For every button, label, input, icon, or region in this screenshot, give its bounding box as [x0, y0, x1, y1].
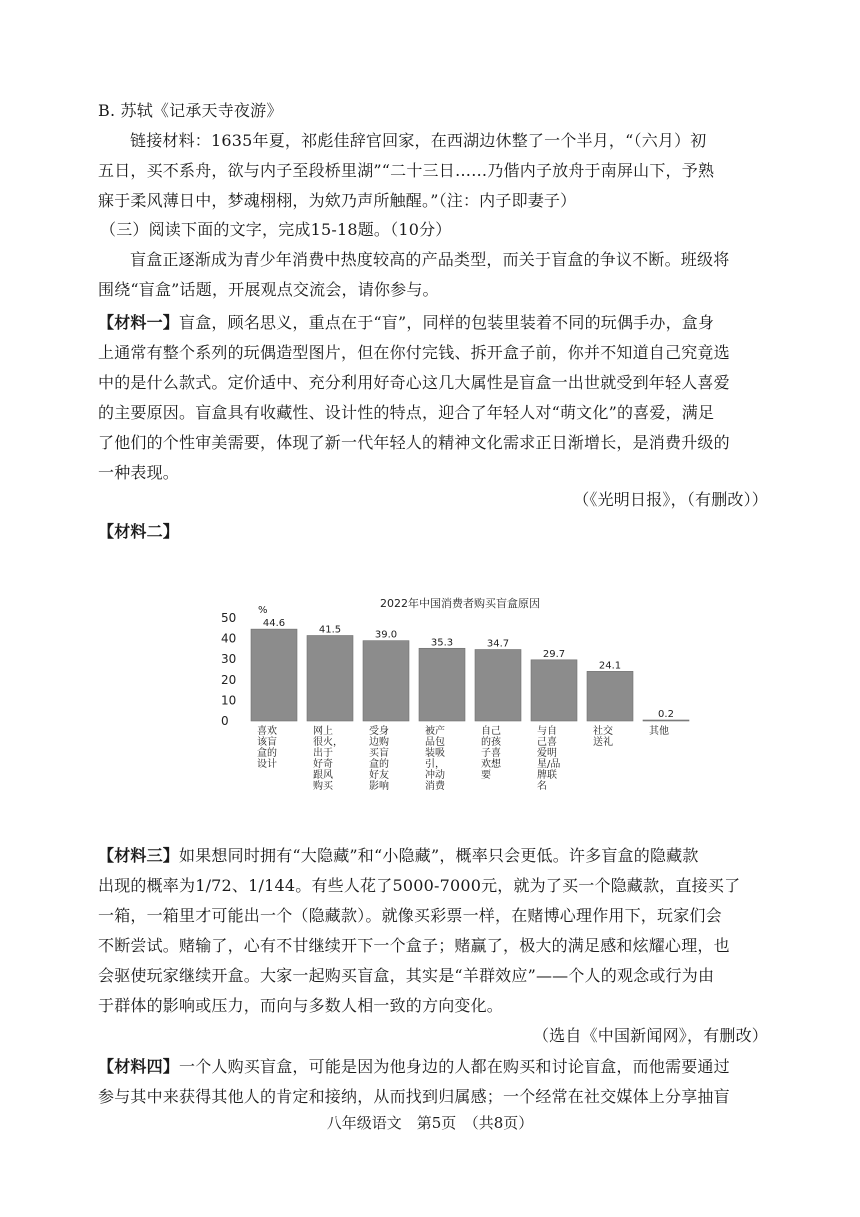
- category-label: 该盲: [257, 737, 277, 748]
- material-2-label: 【材料二】: [98, 522, 180, 541]
- value-label: 41.5: [318, 624, 342, 636]
- category-label: 购买: [313, 781, 333, 792]
- y-tick-label: 0: [221, 714, 229, 728]
- material-3-label: 【材料三】: [98, 846, 180, 865]
- value-label: 44.6: [262, 618, 286, 630]
- category-label: 品包: [425, 737, 445, 748]
- category-label: 自己: [481, 726, 501, 737]
- category-label: 爱明: [537, 748, 557, 759]
- y-tick-label: 10: [221, 693, 237, 708]
- bar: [531, 660, 577, 721]
- category-label: 引，: [425, 759, 445, 770]
- category-label: 受身: [369, 726, 389, 737]
- material-1-label: 【材料一】: [98, 313, 180, 332]
- category-label: 喜欢: [257, 726, 277, 737]
- category-label: 送礼: [593, 737, 613, 748]
- category-label: 要: [481, 770, 491, 781]
- category-label: 装吸: [425, 748, 445, 759]
- value-label: 35.3: [430, 637, 454, 649]
- bars: [251, 629, 689, 721]
- chart-y-unit-label: %: [258, 605, 268, 616]
- category-label: 的孩: [481, 737, 501, 748]
- section-3-heading: （三）阅读下面的文字，完成15-18题。（10分）: [100, 220, 452, 239]
- material-3-line-4: 不断尝试。赌输了，心有不甘继续开下一个盒子；赌赢了，极大的满足感和炫耀心理，也: [98, 936, 730, 955]
- category-label: 很火，: [313, 737, 343, 748]
- section-b-title: B. 苏轼《记承天寺夜游》: [98, 101, 283, 120]
- material-1-line-3: 中的是什么款式。定价适中、充分利用好奇心这几大属性是盲盒一出世就受到年轻人喜爱: [98, 373, 730, 392]
- material-1-line-5: 了他们的个性审美需要，体现了新一代年轻人的精神文化需求正日渐增长，是消费升级的: [98, 433, 730, 452]
- category-label: 设计: [257, 759, 277, 770]
- category-label: 与自: [537, 726, 557, 737]
- material-4-line-1: 【材料四】一个人购买盲盒，可能是因为他身边的人都在购买和讨论盲盒，而他需要通过: [98, 1057, 730, 1076]
- y-tick-label: 50: [221, 611, 237, 625]
- category-label: 跟风: [313, 770, 333, 781]
- material-1-line-6: 一种表现。: [98, 463, 180, 482]
- y-tick-label: 40: [221, 631, 237, 646]
- link-material-line-2: 五日，买不系舟，欲与内子至段桥里湖”“二十三日……乃偕内子放舟于南屏山下，予熟: [98, 161, 715, 180]
- category-label: 边购: [369, 737, 389, 748]
- category-label: 子喜: [481, 748, 501, 759]
- bar: [587, 671, 633, 721]
- y-tick-label: 20: [221, 672, 237, 687]
- category-label: 盒的: [257, 748, 277, 759]
- category-label: 牌联: [537, 770, 557, 781]
- category-label: 名: [537, 781, 547, 792]
- category-labels: [257, 724, 669, 792]
- material-3-source: （选自《中国新闻网》，有删改）: [532, 1026, 768, 1045]
- value-label: 29.7: [542, 648, 566, 660]
- material-3-line-1: 【材料三】如果想同时拥有“大隐藏”和“小隐藏”，概率只会更低。许多盲盒的隐藏款: [98, 846, 699, 865]
- category-label: 好奇: [313, 759, 333, 770]
- value-label: 34.7: [486, 638, 510, 650]
- category-label: 影响: [369, 781, 389, 792]
- link-material-line-1: 链接材料：1635年夏，祁彪佳辞官回家，在西湖边休整了一个半月，“（六月）初: [130, 131, 707, 150]
- page-footer: 八年级语文 第5页 （共8页）: [326, 1114, 534, 1132]
- category-label: 消费: [425, 781, 445, 792]
- material-1-source: （《光明日报》，（有删改））: [573, 490, 768, 509]
- bar: [307, 636, 353, 721]
- category-label: 社交: [593, 726, 613, 737]
- material-3-line-3: 一箱，一箱里才可能出一个（隐藏款）。就像买彩票一样，在赌博心理作用下，玩家们会: [98, 906, 722, 925]
- category-label: 买盲: [369, 748, 389, 759]
- purchase-reasons-bar-chart: [215, 590, 695, 810]
- material-4-label: 【材料四】: [98, 1057, 180, 1076]
- category-label: 己喜: [537, 737, 557, 748]
- value-label: 0.2: [658, 709, 674, 720]
- material-1-line-4: 的主要原因。盲盒具有收藏性、设计性的特点，迎合了年轻人对“萌文化”的喜爱，满足: [98, 403, 715, 422]
- category-label: 欢想: [481, 759, 501, 770]
- material-3-line-2: 出现的概率为1/72、1/144。有些人花了5000-7000元，就为了买一个隐藏款，直接买了: [98, 876, 741, 895]
- category-label: 网上: [313, 726, 333, 737]
- intro-line-1: 盲盒正逐渐成为青少年消费中热度较高的产品类型，而关于盲盒的争议不断。班级将: [130, 250, 730, 269]
- y-axis-ticks: [221, 611, 236, 728]
- intro-line-2: 围绕“盲盒”话题，开展观点交流会，请你参与。: [98, 280, 439, 299]
- link-material-line-3: 寐于柔风薄日中，梦魂栩栩，为欸乃声所触醒。”（注：内子即妻子）: [98, 191, 577, 210]
- category-label: 盒的: [369, 759, 389, 770]
- material-1-line-2: 上通常有整个系列的玩偶造型图片，但在你付完钱、拆开盒子前，你并不知道自己究竟选: [98, 343, 730, 362]
- bar: [363, 641, 409, 721]
- bar: [643, 720, 689, 721]
- chart-title: 2022年中国消费者购买盲盒原因: [380, 597, 540, 610]
- bar: [475, 650, 521, 721]
- bar: [419, 648, 465, 721]
- value-label: 39.0: [374, 629, 398, 641]
- category-label: 其他: [649, 726, 669, 737]
- category-label: 好友: [369, 770, 389, 781]
- category-label: 出于: [313, 748, 333, 759]
- material-4-line-2: 参与其中来获得其他人的肯定和接纳，从而找到归属感；一个经常在社交媒体上分享抽盲: [98, 1087, 730, 1106]
- category-label: 被产: [425, 726, 445, 737]
- value-label: 24.1: [598, 660, 622, 672]
- material-1-line-1: 【材料一】盲盒，顾名思义，重点在于“盲”，同样的包装里装着不同的玩偶手办，盒身: [98, 313, 715, 332]
- bar: [251, 629, 297, 721]
- category-label: 星/品: [537, 759, 561, 770]
- category-label: 冲动: [425, 770, 445, 781]
- material-3-line-6: 于群体的影响或压力，而向与多数人相一致的方向变化。: [98, 996, 504, 1015]
- y-tick-label: 30: [221, 652, 237, 667]
- material-3-line-5: 会驱使玩家继续开盒。大家一起购买盲盒，其实是“羊群效应”——个人的观念或行为由: [98, 966, 715, 985]
